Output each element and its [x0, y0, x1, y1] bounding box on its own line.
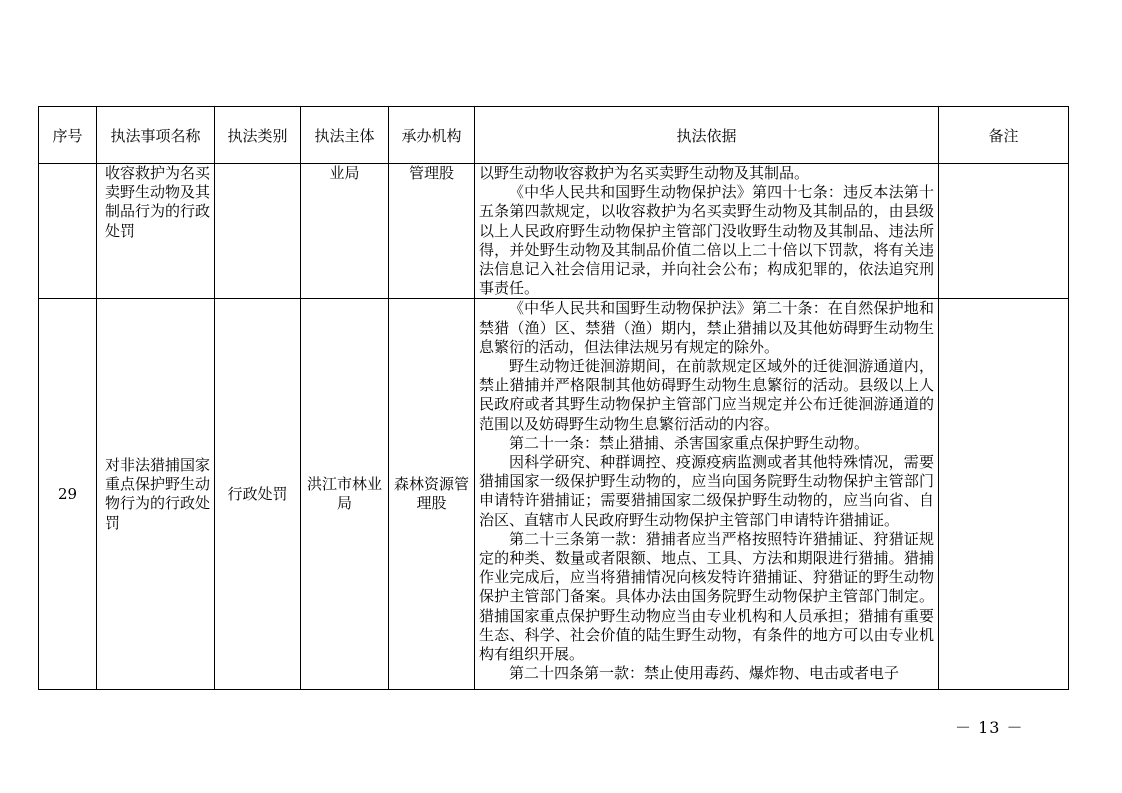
header-agency: 承办机构 [389, 107, 475, 164]
cell-item-name: 对非法猎捕国家重点保护野生动物行为的行政处罚 [97, 299, 215, 690]
cell-subject: 业局 [301, 164, 389, 299]
basis-paragraph: 第二十四条第一款：禁止使用毒药、爆炸物、电击或者电子 [509, 664, 900, 683]
cell-basis [475, 299, 939, 690]
cell-remark [939, 299, 1069, 690]
cell-agency: 管理股 [389, 164, 475, 299]
enforcement-table [38, 106, 1069, 690]
basis-paragraph: 第二十一条：禁止猎捕、杀害国家重点保护野生动物。 [509, 433, 870, 452]
cell-serial [39, 164, 97, 299]
cell-category [215, 164, 301, 299]
table-header-row [39, 107, 1069, 164]
cell-remark [939, 164, 1069, 299]
cell-basis [475, 164, 939, 299]
basis-paragraph: 《中华人民共和国野生动物保护法》第四十七条：违反本法第十五条第四款规定，以收容救护为名买卖野生动物及其制品的，由县级以上人民政府野生动物保护主管部门没收野生动物及其制品、违法所得，并处野生动物及其制品价值二倍以上二十倍以下罚款，将有关违法信息记入社会信用记录，并向社会公布；构成犯罪的，依法追究刑事责任。 [479, 183, 934, 298]
basis-paragraph: 以野生动物收容救护为名买卖野生动物及其制品。 [479, 164, 810, 182]
basis-paragraph: 因科学研究、种群调控、疫源疫病监测或者其他特殊情况，需要猎捕国家一级保护野生动物的，应当向国务院野生动物保护主管部门申请特许猎捕证；需要猎捕国家二级保护野生动物的，应当向省、自治区、直辖市人民政府野生动物保护主管部门申请特许猎捕证。 [479, 453, 934, 529]
table-row [39, 164, 1069, 299]
cell-serial: 29 [39, 299, 97, 690]
header-category: 执法类别 [215, 107, 301, 164]
basis-paragraph: 第二十三条第一款：猎捕者应当严格按照特许猎捕证、狩猎证规定的种类、数量或者限额、地点、工具、方法和期限进行猎捕。猎捕作业完成后，应当将猎捕情况向核发特许猎捕证、狩猎证的野生动物保护主管部门备案。具体办法由国务院野生动物保护主管部门制定。猎捕国家重点保护野生动物应当由专业机构和人员承担；猎捕有重要生态、科学、社会价值的陆生野生动物，有条件的地方可以由专业机构有组织开展。 [479, 529, 934, 664]
page-number: － 13 － [955, 718, 1024, 737]
cell-category: 行政处罚 [215, 299, 301, 690]
header-serial: 序号 [39, 107, 97, 164]
header-remark: 备注 [939, 107, 1069, 164]
table-row [39, 299, 1069, 690]
cell-item-name: 收容救护为名买卖野生动物及其制品行为的行政处罚 [97, 164, 215, 299]
basis-paragraph: 野生动物迁徙洄游期间，在前款规定区域外的迁徙洄游通道内，禁止猎捕并严格限制其他妨碍野生动物生息繁衍的活动。县级以上人民政府或者其野生动物保护主管部门应当规定并公布迁徙洄游通道的范围以及妨碍野生动物生息繁衍活动的内容。 [479, 357, 934, 433]
header-basis: 执法依据 [475, 107, 939, 164]
cell-subject: 洪江市林业局 [301, 299, 389, 690]
cell-agency: 森林资源管理股 [389, 299, 475, 690]
header-item-name: 执法事项名称 [97, 107, 215, 164]
header-subject: 执法主体 [301, 107, 389, 164]
basis-paragraph: 《中华人民共和国野生动物保护法》第二十条：在自然保护地和禁猎（渔）区、禁猎（渔）期内，禁止猎捕以及其他妨碍野生动物生息繁衍的活动，但法律法规另有规定的除外。 [479, 299, 934, 356]
